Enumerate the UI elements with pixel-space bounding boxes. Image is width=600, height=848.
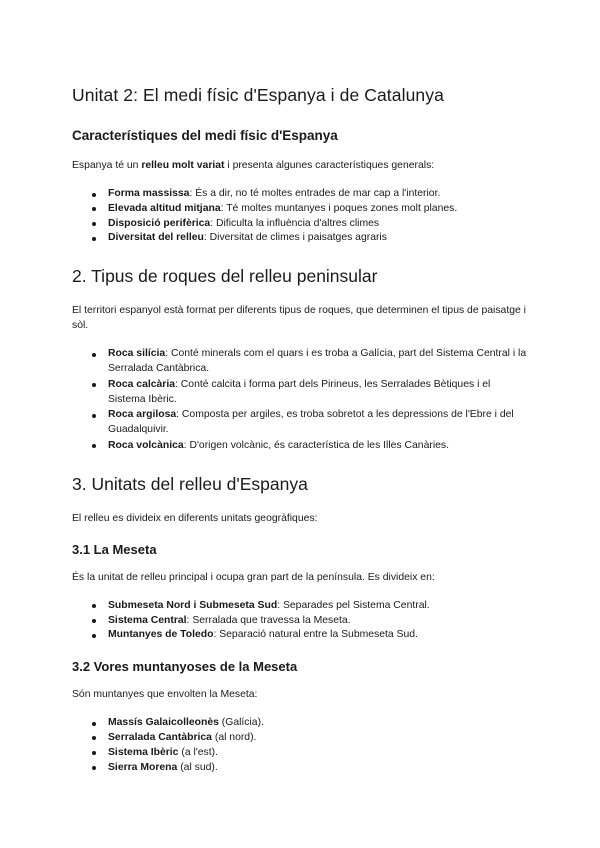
list-item: Roca argilosa: Composta per argiles, es troba sobretot a les depressions de l'Ebre i del Guadalquivir. [108, 408, 528, 438]
list-item: Diversitat del relleu: Diversitat de climes i paisatges agraris [108, 231, 528, 246]
list-item: Sierra Morena (al sud). [108, 761, 528, 776]
section1-list [72, 187, 528, 246]
list-item: Submeseta Nord i Submeseta Sud: Separades pel Sistema Central. [108, 599, 528, 614]
document-title: Unitat 2: El medi físic d'Espanya i de Catalunya [72, 85, 444, 105]
list-item: Muntanyes de Toledo: Separació natural entre la Submeseta Sud. [108, 628, 528, 643]
subsection-meseta-intro: És la unitat de relleu principal i ocupa gran part de la península. Es divideix en: [72, 571, 435, 583]
list-item: Sistema Central: Serralada que travessa la Meseta. [108, 614, 528, 629]
section3-heading: 3. Unitats del relleu d'Espanya [72, 473, 308, 494]
subsection-vores-list [72, 716, 528, 775]
list-item: Roca calcària: Conté calcita i forma part dels Pirineus, les Serralades Bètiques i el Sistema Ibèric. [108, 378, 528, 408]
section3-intro: El relleu es divideix en diferents unitats geogràfiques: [72, 512, 318, 524]
list-item: Roca silícia: Conté minerals com el quars i es troba a Galícia, part del Sistema Central i la Serralada Cantàbrica. [108, 347, 528, 377]
subsection-meseta-list [72, 599, 528, 643]
list-item: Disposició perifèrica: Dificulta la influència d'altres climes [108, 217, 528, 232]
list-item: Serralada Cantàbrica (al nord). [108, 731, 528, 746]
list-item: Massís Galaicolleonès (Galícia). [108, 716, 528, 731]
list-item: Sistema Ibèric (a l'est). [108, 746, 528, 761]
list-item: Forma massissa: És a dir, no té moltes entrades de mar cap a l'interior. [108, 187, 528, 202]
section1-heading: Característiques del medi físic d'Espanya [72, 128, 338, 143]
section2-list [72, 347, 528, 454]
subsection-meseta-heading: 3.1 La Meseta [72, 541, 157, 557]
section2-heading: 2. Tipus de roques del relleu peninsular [72, 266, 378, 287]
section2-intro: El territori espanyol està format per diferents tipus de roques, que determinen el tipus de paisatge i sòl. [72, 305, 526, 332]
list-item: Elevada altitud mitjana: Té moltes muntanyes i poques zones molt planes. [108, 202, 528, 217]
section1-intro: Espanya té un relleu molt variat i presenta algunes característiques generals: [72, 160, 435, 171]
subsection-vores-heading: 3.2 Vores muntanyoses de la Meseta [72, 659, 298, 675]
list-item: Roca volcànica: D'origen volcànic, és característica de les Illes Canàries. [108, 439, 528, 454]
subsection-vores-intro: Són muntanyes que envolten la Meseta: [72, 689, 258, 701]
